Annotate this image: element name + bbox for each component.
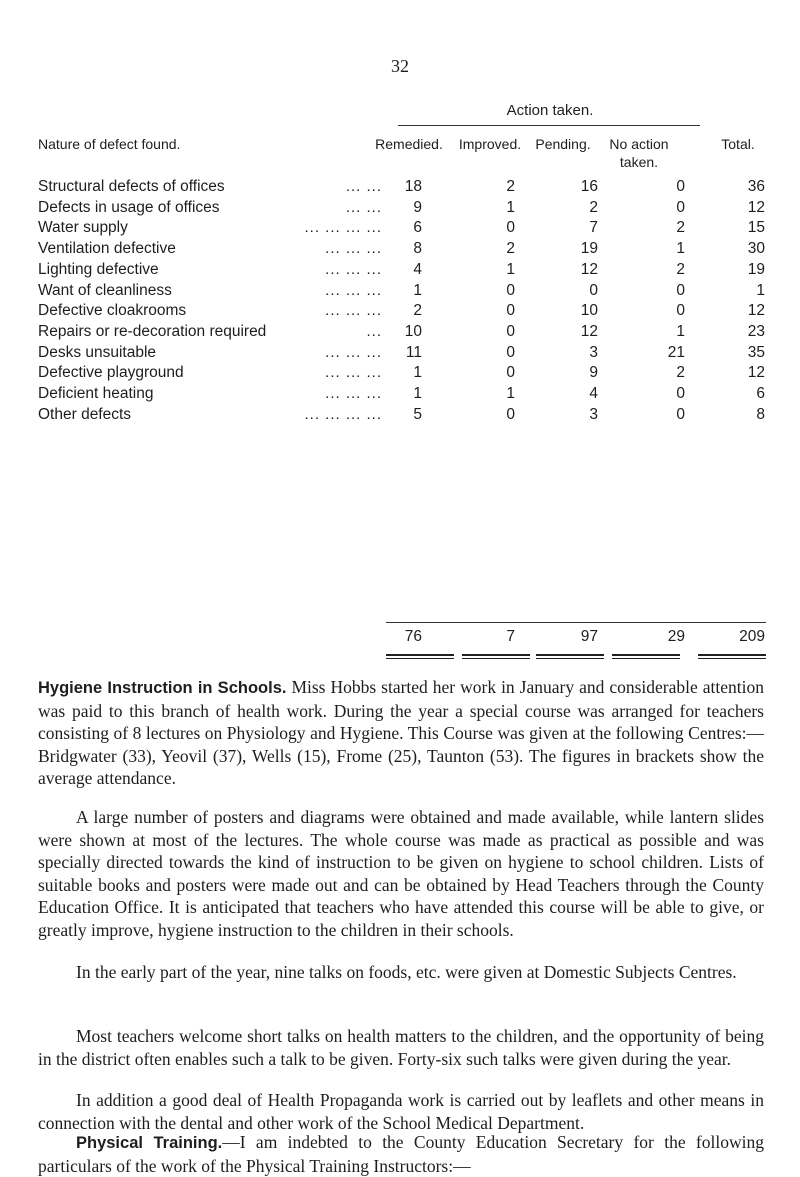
cell-pending: 19 [580,240,598,258]
row-leader-dots: ... ... ... [325,260,382,278]
row-label: Structural defects of offices [38,178,225,195]
cell-no-action: 0 [676,281,685,299]
double-rule-seg4 [612,654,680,656]
row-label: Lighting defective [38,260,159,278]
cell-no-action: 1 [676,322,685,340]
cell-no-action: 2 [676,260,685,278]
total-remedied: 76 [404,628,422,645]
cell-total: 12 [747,302,765,320]
cell-total: 35 [747,343,765,361]
total-total: 209 [739,628,765,645]
cell-pending: 2 [589,198,598,216]
cell-total: 23 [747,322,765,340]
early-year-talks-paragraph: In the early part of the year, nine talks on foods, etc. were given at Domestic Subjects Centres. [76,962,737,982]
row-leader-dots: ... ... ... [325,364,382,382]
double-rule-seg2 [462,654,530,656]
cell-no-action: 0 [676,178,685,195]
cell-remedied: 18 [404,178,422,195]
row-leader-dots: ... ... ... [325,385,382,402]
row-leader-dots: ... ... ... ... [304,219,382,237]
row-leader-dots: ... ... ... [325,240,382,258]
cell-no-action: 0 [676,405,685,423]
total-improved: 7 [506,628,515,645]
row-leader-dots: ... ... ... [325,281,382,299]
page-number: 32 [391,56,409,76]
cell-total: 30 [747,240,765,258]
cell-total: 12 [747,198,765,216]
col-no-action-line1: No action [609,136,669,152]
cell-improved: 1 [506,198,515,216]
row-label: Want of cleanliness [38,281,172,299]
row-leader-dots: ... ... [345,198,382,216]
cell-improved: 1 [506,260,515,278]
cell-pending: 10 [580,302,598,320]
hygiene-instruction-text: Miss Hobbs started her work in January and considerable attention was paid to this branch of health work. During the year a special course was arranged for teachers consisting of 8 lectures on Physiology and Hygiene. This Course was given at the following Centres:—Bridgwater (33), Yeovil (37), Wells (15), Frome (25), Taunton (53). The figures in brackets show the average attendance. [38,677,764,788]
row-leader-dots: ... [366,322,382,340]
col-nature-header: Nature of defect found. [38,136,181,152]
cell-total: 19 [747,260,765,278]
cell-remedied: 4 [413,260,422,278]
double-rule-seg5 [698,654,766,656]
cell-no-action: 21 [667,343,685,361]
hygiene-instruction-paragraph [38,676,764,790]
cell-total: 6 [756,385,765,402]
cell-no-action: 2 [676,364,685,382]
row-label: Water supply [38,219,128,237]
cell-total: 36 [747,178,765,195]
col-remedied-header: Remedied. [375,136,443,152]
cell-improved: 0 [506,219,515,237]
row-label: Deficient heating [38,385,154,402]
cell-improved: 0 [506,405,515,423]
row-label: Defective cloakrooms [38,302,187,320]
col-no-action-header [594,135,684,171]
row-label: Defects in usage of offices [38,198,220,216]
col-improved-header: Improved. [458,136,522,152]
cell-pending: 9 [589,364,598,382]
cell-pending: 3 [589,343,598,361]
double-rule-seg3 [536,654,604,656]
hygiene-instruction-heading: Hygiene Instruction in Schools. [38,679,287,697]
cell-pending: 4 [589,385,598,402]
cell-improved: 2 [506,178,515,195]
cell-total: 15 [747,219,765,237]
row-leader-dots: ... ... ... [325,343,382,361]
cell-total: 8 [756,405,765,423]
cell-pending: 16 [580,178,598,195]
cell-improved: 0 [506,281,515,299]
cell-pending: 12 [580,260,598,278]
row-label: Ventilation defective [38,240,176,258]
col-pending-header: Pending. [535,136,591,152]
cell-improved: 0 [506,322,515,340]
cell-pending: 7 [589,219,598,237]
totals-top-rule [386,622,766,623]
cell-remedied: 9 [413,198,422,216]
short-talks-paragraph: Most teachers welcome short talks on health matters to the children, and the opportunity of being in the district often enables such a talk to be given. Forty-six such talks were given during the year. [38,1026,764,1069]
cell-improved: 0 [506,343,515,361]
cell-remedied: 1 [413,364,422,382]
cell-remedied: 1 [413,281,422,299]
action-taken-header: Action taken. [506,102,594,119]
cell-remedied: 6 [413,219,422,237]
double-rule-seg1 [386,654,454,656]
cell-total: 12 [747,364,765,382]
row-leader-dots: ... ... ... ... [304,405,382,423]
physical-training-text: —I am indebted to the County Education Secretary for the following particulars of the work of the Physical Training Instructors:— [38,1132,764,1176]
double-rule-seg1b [386,658,454,659]
cell-remedied: 2 [413,302,422,320]
cell-pending: 12 [580,322,598,340]
physical-training-heading: Physical Training. [76,1134,223,1152]
double-rule-seg4b [612,658,680,659]
posters-paragraph: A large number of posters and diagrams were obtained and made available, while lantern slides were shown at most of the lectures. The whole course was made as practical as possible and was specially directed towards the kind of instruction to be given on hygiene to school children. Lists of suitable books and posters were made out and can be obtained by Head Teachers through the County Education Office. It is anticipated that teachers who have attended this course will be able to give, or greatly improve, hygiene instruction to the children in their schools. [38,807,764,940]
cell-remedied: 11 [405,343,422,361]
cell-remedied: 5 [413,405,422,423]
row-label: Defective playground [38,364,184,382]
double-rule-seg5b [698,658,766,659]
cell-improved: 1 [506,385,515,402]
col-no-action-line2: taken. [619,154,659,170]
cell-remedied: 1 [413,385,422,402]
cell-no-action: 0 [676,385,685,402]
row-label: Other defects [38,405,132,423]
physical-training-paragraph [38,1131,764,1177]
row-label: Desks unsuitable [38,343,157,361]
total-no-action: 29 [667,628,685,645]
cell-improved: 2 [506,240,515,258]
cell-improved: 0 [506,364,515,382]
row-leader-dots: ... ... [345,178,382,195]
cell-no-action: 0 [676,198,685,216]
double-rule-seg2b [462,658,530,659]
cell-no-action: 1 [676,240,685,258]
cell-pending: 0 [589,281,598,299]
cell-remedied: 10 [404,322,422,340]
cell-no-action: 2 [676,219,685,237]
cell-pending: 3 [589,405,598,423]
col-total-header: Total. [721,136,755,152]
cell-improved: 0 [506,302,515,320]
cell-no-action: 0 [676,302,685,320]
health-propaganda-paragraph: In addition a good deal of Health Propaganda work is carried out by leaflets and other means in connection with the dental and other work of the School Medical Department. [38,1090,764,1133]
action-taken-rule [398,125,700,126]
row-label: Repairs or re-decoration required [38,322,267,340]
row-leader-dots: ... ... ... [325,302,382,320]
double-rule-seg3b [536,658,604,659]
cell-total: 1 [756,281,765,299]
total-pending: 97 [580,628,598,645]
cell-remedied: 8 [413,240,422,258]
